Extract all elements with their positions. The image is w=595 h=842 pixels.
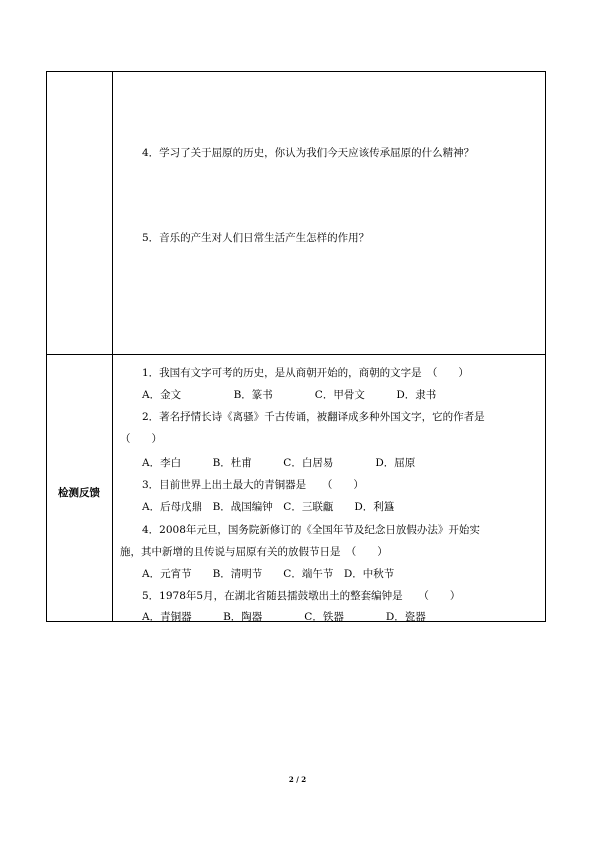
quiz-line: A．李白 B．杜甫 C．白居易 D．屈原 — [142, 457, 416, 469]
quiz-line: 3．目前世界上出土最大的青铜器是 （ ） — [142, 479, 364, 491]
table-border-right — [545, 71, 546, 622]
quiz-line: （ ） — [120, 433, 162, 445]
page-number: 2 / 2 — [288, 775, 307, 784]
quiz-line: A．元宵节 B．清明节 C．端午节 D．中秋节 — [142, 568, 395, 580]
quiz-line: 4．2008年元旦，国务院新修订的《全国年节及纪念日放假办法》开始实 — [142, 524, 480, 536]
table-border-top — [46, 71, 546, 72]
quiz-line: 5．1978年5月，在湖北省随县擂鼓墩出土的整套编钟是 （ ） — [142, 590, 461, 602]
quiz-line: 1．我国有文字可考的历史，是从商朝开始的，商朝的文字是 （ ） — [142, 367, 469, 379]
question-5: 5．音乐的产生对人们日常生活产生怎样的作用？ — [142, 232, 370, 244]
question-4: 4．学习了关于屈原的历史，你认为我们今天应该传承屈原的什么精神？ — [142, 147, 475, 159]
feedback-section-label: 检测反馈 — [58, 487, 100, 499]
quiz-line: A．青铜器 B．陶器 C．铁器 D．瓷器 — [142, 611, 426, 623]
table-border-left — [46, 71, 47, 622]
quiz-line: 2．著名抒情长诗《离骚》千古传诵，被翻译成多种外国文字，它的作者是 — [142, 411, 485, 423]
quiz-line: 施，其中新增的且传说与屈原有关的放假节日是 （ ） — [120, 546, 388, 558]
quiz-line: A．后母戊鼎 B．战国编钟 C．三联甗 D．利簋 — [142, 501, 395, 513]
worksheet-table — [46, 71, 546, 622]
table-column-divider — [112, 71, 113, 622]
table-row-divider — [46, 354, 546, 355]
quiz-line: A．金文 B．篆书 C．甲骨文 D．隶书 — [142, 389, 437, 401]
